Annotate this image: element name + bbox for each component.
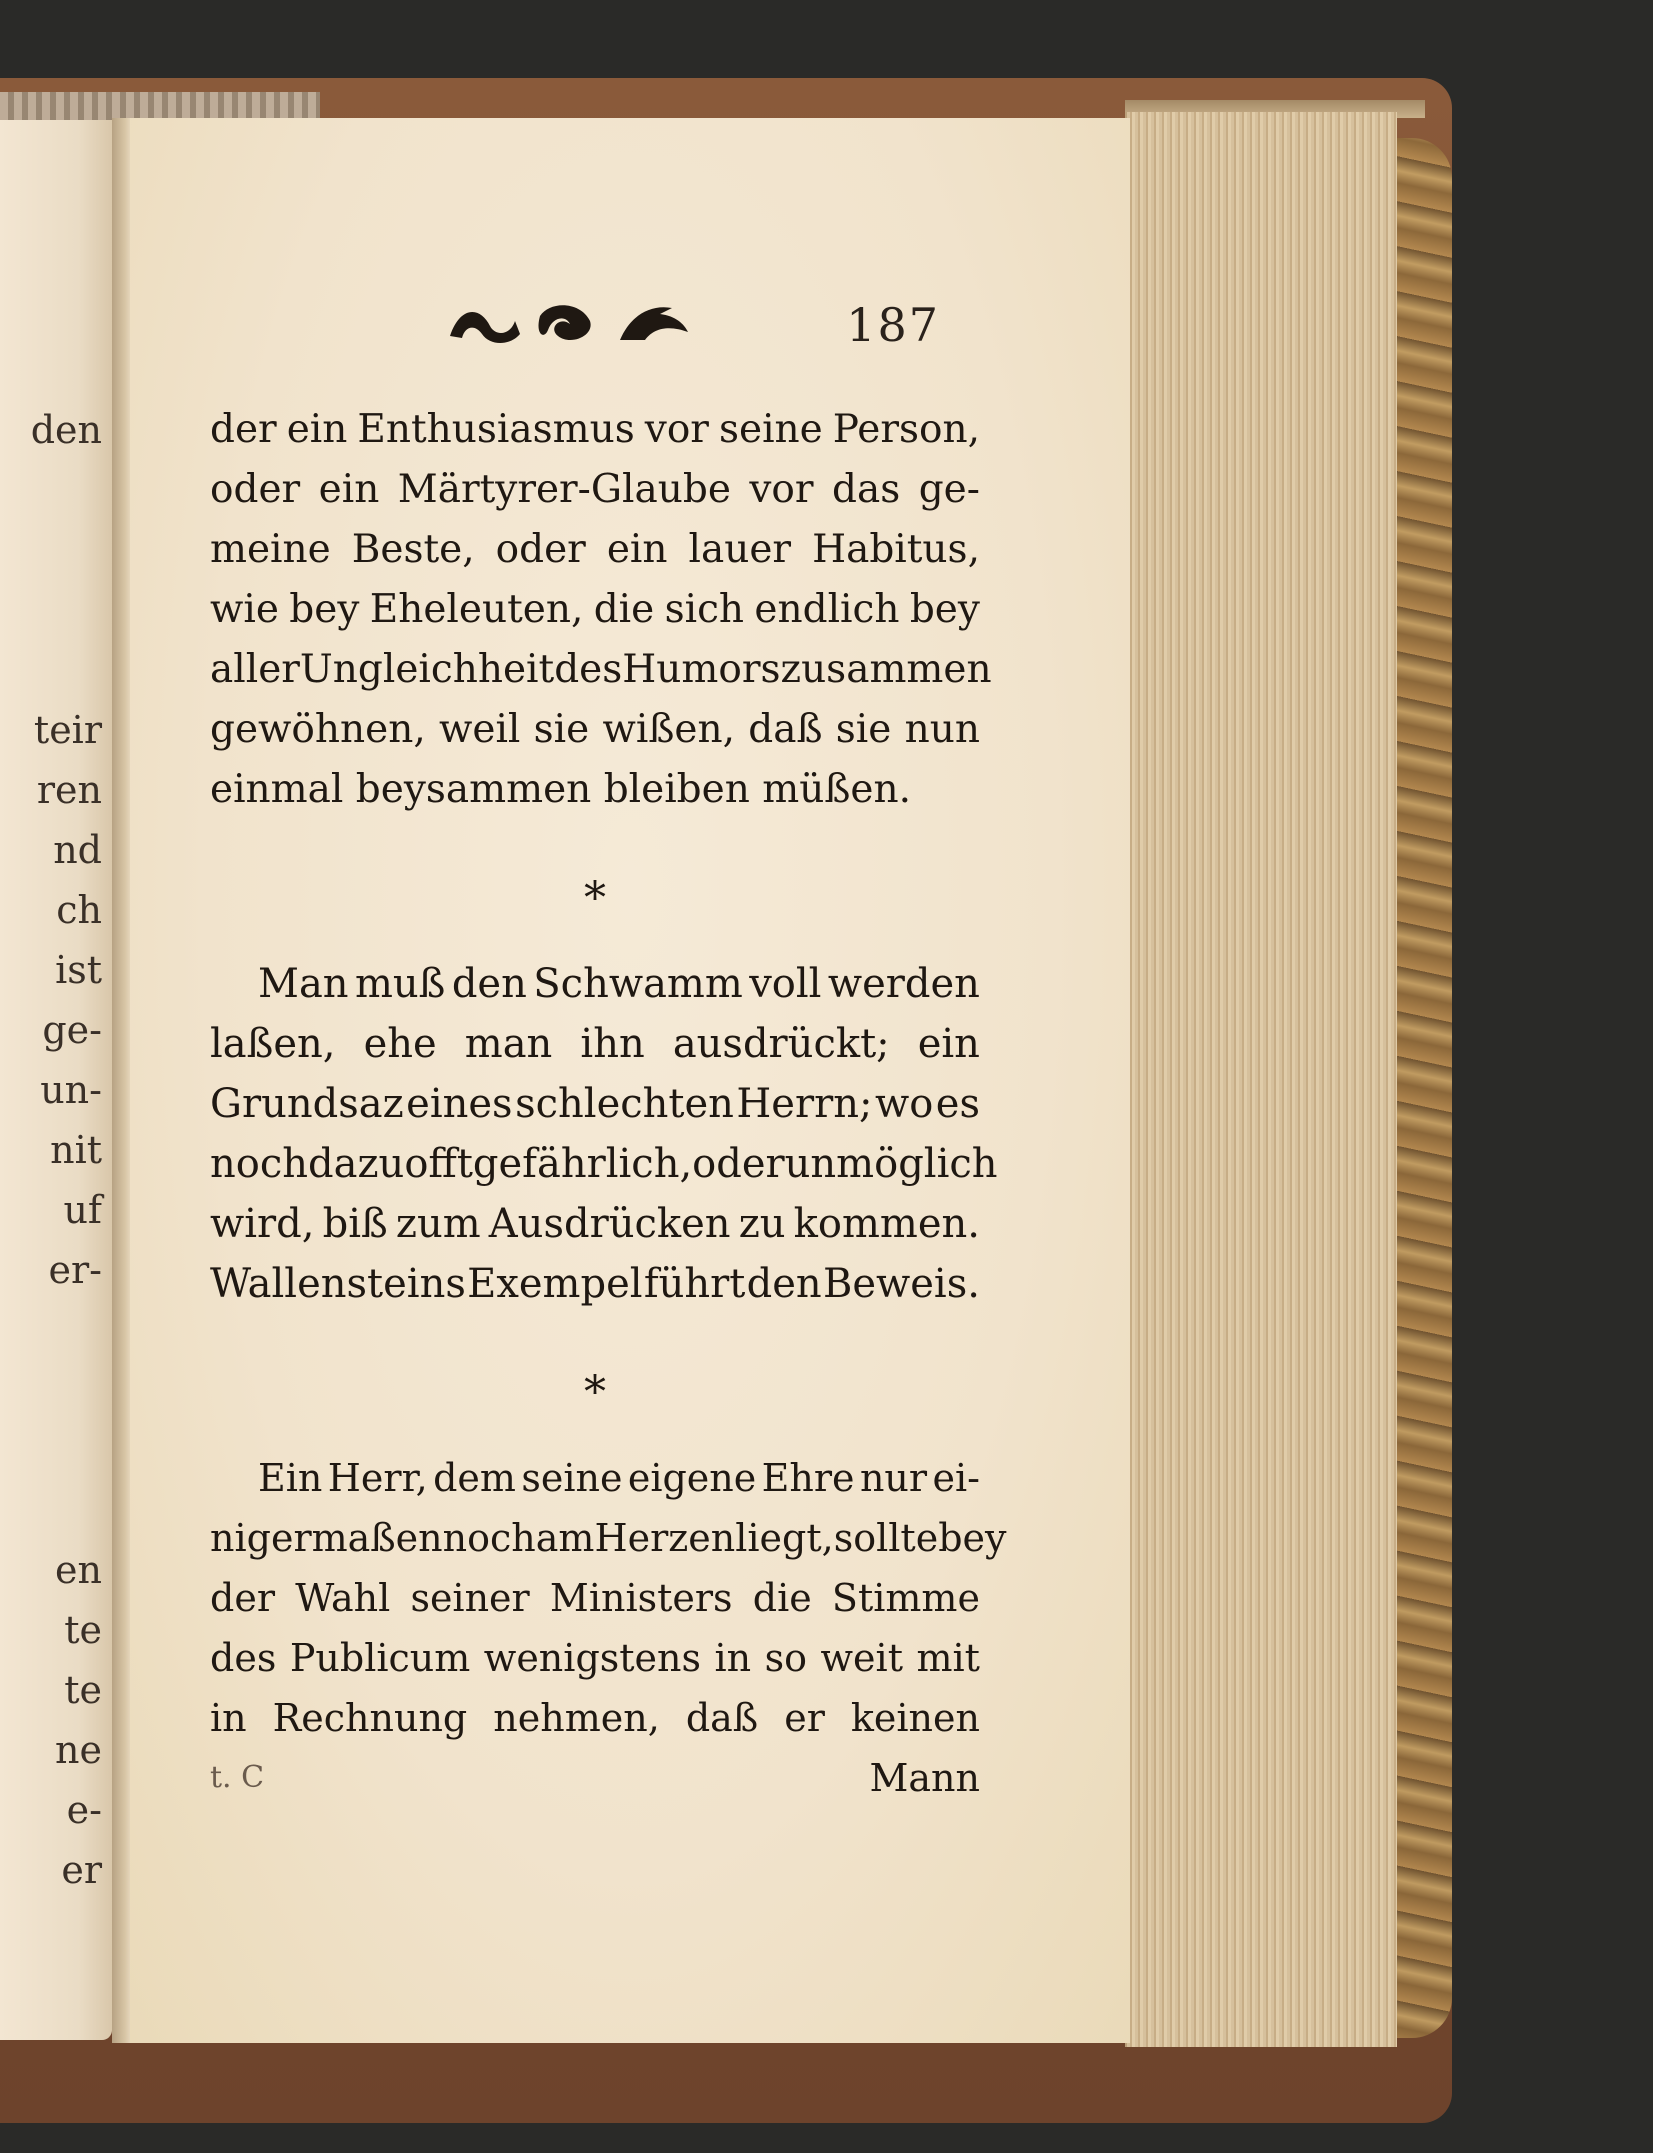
word: Stimme	[831, 1576, 980, 1620]
word: seine	[521, 1456, 623, 1500]
word: Ausdrücken	[488, 1201, 731, 1247]
word: in	[210, 1696, 247, 1740]
word: bey	[909, 587, 980, 632]
page-footer	[210, 1748, 980, 1808]
word: nur	[859, 1456, 928, 1500]
text-line	[210, 1508, 1007, 1568]
word: seiner	[410, 1576, 530, 1620]
text-line	[210, 760, 980, 820]
main-text	[210, 400, 1007, 1808]
word: ein	[606, 527, 668, 572]
word: seine	[718, 407, 823, 452]
word: Herrn;	[736, 1081, 873, 1127]
word: beysammen	[355, 767, 604, 812]
word: Schwamm	[533, 961, 743, 1007]
left-page-fragment: nd	[53, 828, 102, 872]
word: bleiben	[603, 767, 763, 812]
left-page-fragment: un-	[40, 1068, 102, 1112]
text-line	[210, 640, 992, 700]
left-page-fragment: er	[61, 1848, 102, 1892]
left-page-fragment: en	[55, 1548, 102, 1592]
text-line	[210, 1568, 980, 1628]
text-line	[210, 520, 980, 580]
word: zu	[738, 1201, 786, 1247]
left-page-fragment: ist	[55, 948, 102, 992]
left-page-fragment	[6, 580, 106, 640]
text-line	[210, 954, 980, 1014]
word: noch	[442, 1516, 536, 1560]
word: gefährlich,	[472, 1141, 693, 1187]
word: Ungleichheit	[299, 647, 555, 692]
left-page-fragment	[6, 1360, 106, 1420]
word: keinen	[850, 1696, 980, 1740]
word: den	[451, 961, 527, 1007]
text-line	[210, 1254, 980, 1314]
word: sie	[835, 707, 892, 752]
left-page	[0, 120, 112, 2040]
word: führt	[643, 1261, 746, 1307]
word: eines	[406, 1081, 513, 1127]
text-line	[210, 1448, 980, 1508]
left-page-fragment	[6, 1420, 106, 1480]
word: wenigstens	[483, 1636, 701, 1680]
word: liegt,	[735, 1516, 834, 1560]
word: Wahl	[295, 1576, 391, 1620]
text-line	[210, 1628, 980, 1688]
word: Eheleuten,	[369, 587, 584, 632]
word: ehe	[363, 1021, 437, 1067]
text-line	[210, 1688, 980, 1748]
word: schlechten	[515, 1081, 734, 1127]
word: bey	[289, 587, 360, 632]
page-number: 187	[846, 298, 940, 352]
word: es	[935, 1081, 980, 1127]
word: wird,	[210, 1201, 315, 1247]
word: bey	[938, 1516, 1007, 1560]
left-page-fragment: ne	[55, 1728, 102, 1772]
word: ein	[318, 467, 380, 512]
word: nehmen,	[493, 1696, 660, 1740]
text-line	[210, 400, 980, 460]
left-page-fragment	[6, 1480, 106, 1540]
left-page-fragment: e-	[66, 1788, 102, 1832]
text-line	[210, 1134, 998, 1194]
word: meine	[210, 527, 331, 572]
word: lauer	[688, 527, 792, 572]
word: Ehre	[761, 1456, 855, 1500]
word: unmöglich	[784, 1141, 998, 1187]
word: der	[210, 1576, 275, 1620]
word: biß	[322, 1201, 388, 1247]
left-page-fragment: ge-	[42, 1008, 102, 1052]
word: daß	[685, 1696, 759, 1740]
word: Grundsaz	[210, 1081, 404, 1127]
word: Man	[258, 961, 349, 1007]
word: weil	[439, 707, 521, 752]
paragraph-3	[210, 1448, 1007, 1748]
left-page-fragment	[6, 1300, 106, 1360]
word: laßen,	[210, 1021, 336, 1067]
word: vor	[749, 467, 814, 512]
word: endlich	[754, 587, 900, 632]
word: die	[593, 587, 655, 632]
word: wißen,	[602, 707, 736, 752]
text-line	[210, 580, 980, 640]
word: daß	[748, 707, 823, 752]
word: vor	[644, 407, 709, 452]
word: gewöhnen,	[210, 707, 426, 752]
word: noch	[210, 1141, 309, 1187]
word: sollte	[833, 1516, 939, 1560]
word: eigene	[627, 1456, 757, 1500]
word: wo	[874, 1081, 934, 1127]
word: werden	[827, 961, 980, 1007]
word: ei-	[932, 1456, 980, 1500]
ornament-icon	[440, 296, 700, 352]
word: ein	[286, 407, 348, 452]
word: niger	[210, 1516, 312, 1560]
running-head	[440, 296, 940, 356]
word: Beweis.	[822, 1261, 980, 1307]
word: am	[535, 1516, 595, 1560]
word: ihn	[580, 1021, 645, 1067]
left-page-fragment: te	[64, 1668, 102, 1712]
left-page-fragment: nit	[50, 1128, 102, 1172]
word: so	[764, 1636, 808, 1680]
text-line	[210, 700, 980, 760]
word: Habitus,	[812, 527, 980, 572]
word: Ein	[258, 1456, 323, 1500]
word: maßen	[311, 1516, 443, 1560]
word: Herr,	[327, 1456, 428, 1500]
word: Wallensteins	[210, 1261, 466, 1307]
word: dem	[433, 1456, 516, 1500]
word: ausdrückt;	[672, 1021, 890, 1067]
paragraph-2	[210, 954, 998, 1314]
word: wie	[210, 587, 279, 632]
text-line	[210, 1074, 980, 1134]
word: die	[752, 1576, 812, 1620]
left-page-fragment	[6, 460, 106, 520]
left-page-fragment: te	[64, 1608, 102, 1652]
word: ein	[917, 1021, 980, 1067]
word: Humors	[622, 647, 781, 692]
word: weit	[820, 1636, 903, 1680]
left-page-fragments	[6, 400, 106, 1900]
catchword: Mann	[869, 1756, 980, 1800]
left-page-fragment	[6, 640, 106, 700]
text-line	[210, 460, 980, 520]
word: in	[714, 1636, 752, 1680]
left-page-fragment: er-	[48, 1248, 102, 1292]
left-page-fragment	[6, 520, 106, 580]
word: dazu	[308, 1141, 405, 1187]
word: mit	[916, 1636, 980, 1680]
left-page-fragment: den	[30, 408, 102, 452]
word: Publicum	[289, 1636, 471, 1680]
word: offt	[404, 1141, 473, 1187]
word: Enthusiasmus	[357, 407, 635, 452]
word: oder	[692, 1141, 785, 1187]
word: das	[832, 467, 901, 512]
word: Person,	[832, 407, 980, 452]
word: aller	[210, 647, 300, 692]
word: Ministers	[549, 1576, 733, 1620]
text-line	[210, 1014, 980, 1074]
page-fore-edge	[1125, 112, 1397, 2047]
word: des	[554, 647, 623, 692]
word: zusammen	[780, 647, 992, 692]
word: kommen.	[793, 1201, 980, 1247]
word: er	[784, 1696, 825, 1740]
section-separator: *	[584, 873, 606, 924]
section-separator: *	[584, 1367, 606, 1418]
word: oder	[495, 527, 586, 572]
word: man	[464, 1021, 553, 1067]
word: nun	[904, 707, 980, 752]
word: oder	[210, 467, 301, 512]
word: voll	[749, 961, 822, 1007]
left-page-fragment: teir	[33, 708, 102, 752]
word: den	[746, 1261, 822, 1307]
word: der	[210, 407, 277, 452]
left-page-fragment: uf	[63, 1188, 102, 1232]
word: Rechnung	[272, 1696, 468, 1740]
word: Herzen	[594, 1516, 736, 1560]
word: Exempel	[467, 1261, 643, 1307]
paragraph-1	[210, 400, 992, 820]
word: Beste,	[351, 527, 475, 572]
word: sich	[664, 587, 745, 632]
text-line	[210, 1194, 980, 1254]
word: Märtyrer-Glaube	[397, 467, 731, 512]
word: ge-	[918, 467, 980, 512]
word: muß	[354, 961, 446, 1007]
word: müßen.	[762, 767, 911, 812]
word: zum	[395, 1201, 481, 1247]
word: des	[210, 1636, 277, 1680]
word: sie	[533, 707, 590, 752]
signature-mark: t. C	[210, 1760, 265, 1795]
word: einmal	[210, 767, 356, 812]
left-page-fragment: ch	[56, 888, 102, 932]
left-page-fragment: ren	[36, 768, 102, 812]
